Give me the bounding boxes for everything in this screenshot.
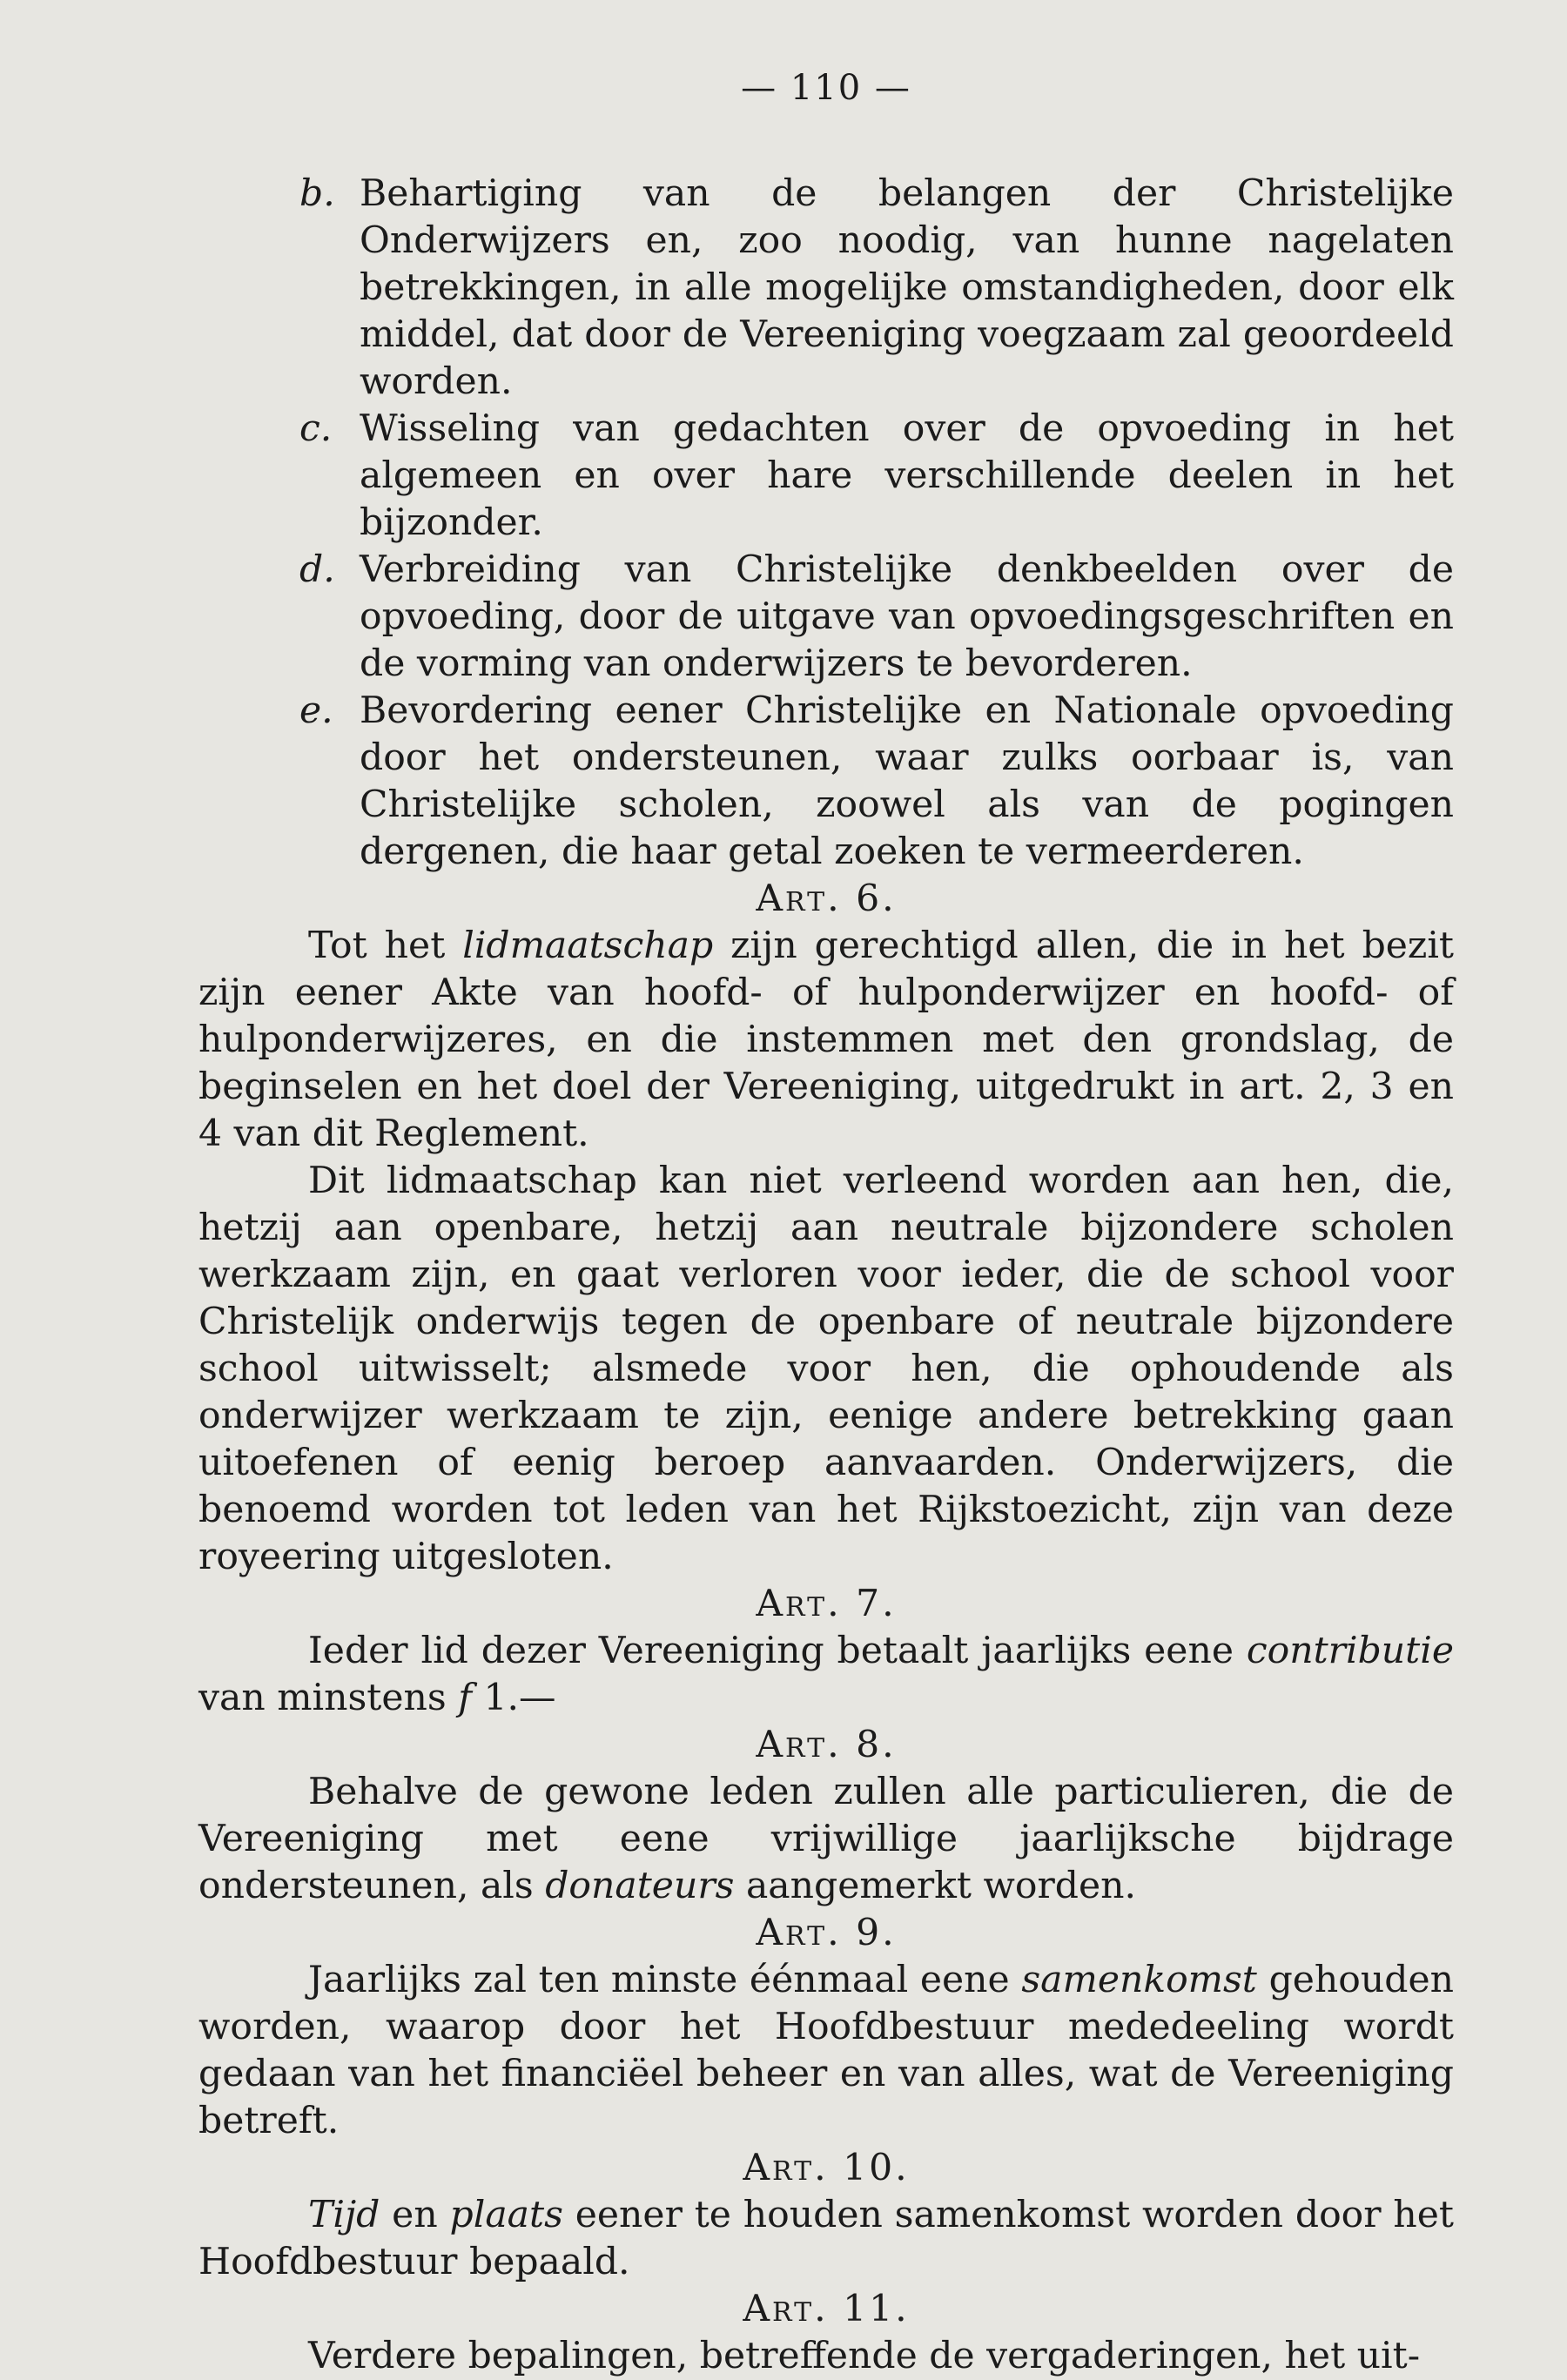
- text-run: aangemerkt worden.: [734, 1865, 1136, 1907]
- article-11-heading: Art. 11.: [743, 2288, 910, 2330]
- text-run: Tot het: [308, 924, 463, 967]
- text-run: Behalve de gewone leden zullen alle particulieren, die de Vereeniging met eene vrijwillige jaarlijksche bijdrage ondersteunen, als: [198, 1771, 1454, 1907]
- article-6-paragraph-2: [198, 1158, 1454, 1581]
- article-8-paragraph-1: [198, 1769, 1454, 1910]
- article-8-heading: Art. 8.: [756, 1724, 897, 1766]
- text-run: van minstens: [198, 1677, 447, 1719]
- list-item-e: [198, 688, 1454, 876]
- list-item-text: Verbreiding van Christelijke denkbeelden over de opvoeding, door de uitgave van opvoedingsgeschriften en de vorming van onderwijzers te bevorderen.: [360, 548, 1454, 685]
- text-run: Jaarlijks zal ten minste éénmaal eene: [308, 1959, 1022, 2001]
- text-run: en: [380, 2194, 450, 2236]
- italic-term: contributie: [1246, 1630, 1454, 1672]
- text-run: gehouden worden, waarop door het Hoofdbestuur mededeeling wordt gedaan van het financiëel beheer en van alles, wat de Vereeniging betreft.: [198, 1959, 1454, 2142]
- italic-term: plaats: [449, 2194, 563, 2236]
- article-7-paragraph-1: [198, 1628, 1454, 1722]
- article-9-paragraph-1: [198, 1957, 1454, 2145]
- list-marker: c.: [299, 407, 333, 450]
- article-6-heading: Art. 6.: [756, 877, 897, 920]
- italic-term: lidmaatschap: [462, 924, 714, 967]
- text-run: Ieder lid dezer Vereeniging betaalt jaarlijks eene: [308, 1630, 1247, 1672]
- list-marker: b.: [299, 172, 335, 215]
- list-marker: e.: [299, 689, 333, 732]
- list-item-b: [198, 171, 1454, 406]
- article-9-heading: Art. 9.: [756, 1912, 897, 1954]
- italic-term: Tijd: [308, 2194, 380, 2236]
- list-marker: d.: [299, 548, 335, 591]
- article-6-paragraph-1: [198, 923, 1454, 1158]
- text-run: 1.—: [471, 1677, 556, 1719]
- italic-term: donateurs: [545, 1865, 735, 1907]
- article-7-heading: Art. 7.: [756, 1583, 897, 1625]
- text-run: zijn gerechtigd allen, die in het bezit zijn eener Akte van hoofd- of hulponderwijzer en hoofd- of hulponderwijzeres, en die instemmen met den grondslag, de beginselen en het doel der Vereeniging, uitgedrukt in art. 2, 3 en 4 van dit Reglement.: [198, 924, 1454, 1155]
- text-run: eener te houden samenkomst worden door het Hoofdbestuur bepaald.: [198, 2194, 1455, 2283]
- italic-term: f: [446, 1677, 472, 1719]
- text-run: Dit lidmaatschap kan niet verleend worden aan hen, die, hetzij aan openbare, hetzij aan neutrale bijzondere scholen werkzaam zijn, en gaat verloren voor ieder, die de school voor Christelijk onderwijs tegen de openbare of neutrale bijzondere school uitwisselt; alsmede voor hen, die ophoudende als onderwijzer werkzaam te zijn, eenige andere betrekking gaan uitoefenen of eenig beroep aanvaarden. Onderwijzers, die benoemd worden tot leden van het Rijkstoezicht, zijn van deze royeering uitgesloten.: [198, 1160, 1454, 1578]
- article-10-heading: Art. 10.: [743, 2147, 910, 2189]
- list-item-d: [198, 547, 1454, 688]
- list-item-c: [198, 406, 1454, 547]
- document-body: [198, 171, 1454, 2380]
- article-10-paragraph-1: [198, 2192, 1454, 2286]
- page-number: — 110 —: [741, 68, 911, 108]
- italic-term: samenkomst: [1021, 1959, 1257, 2001]
- list-item-text: Bevordering eener Christelijke en Nationale opvoeding door het ondersteunen, waar zulks oorbaar is, van Christelijke scholen, zoowel als van de pogingen dergenen, die haar getal zoeken te vermeerderen.: [360, 689, 1454, 873]
- text-run: Verdere bepalingen, betreffende de vergaderingen, het uit-: [308, 2335, 1421, 2377]
- list-item-text: Wisseling van gedachten over de opvoeding in het algemeen en over hare verschillende deelen in het bijzonder.: [360, 407, 1454, 544]
- article-11-paragraph-1: [198, 2333, 1454, 2380]
- list-item-text: Behartiging van de belangen der Christelijke Onderwijzers en, zoo noodig, van hunne nagelaten betrekkingen, in alle mogelijke omstandigheden, door elk middel, dat door de Vereeniging voegzaam zal geoordeeld worden.: [360, 172, 1454, 403]
